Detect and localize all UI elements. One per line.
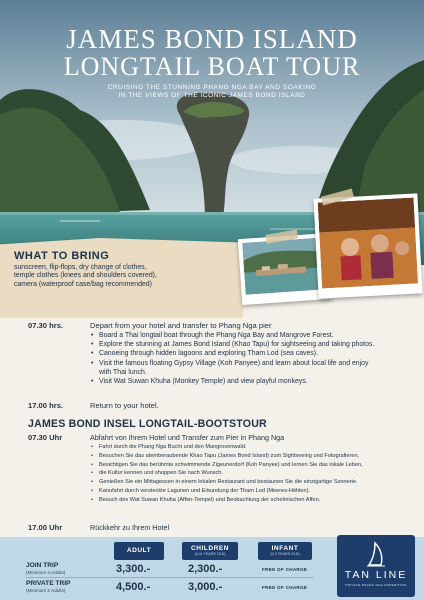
bring-line-2: temple clothes (knees and shoulders covered), (14, 272, 157, 280)
list-item: • Board a Thai longtail boat through the Phang Nga Bay and Mangrove Forest. (90, 331, 410, 340)
list-item: • Besichtigen Sie das berühmte schwimmende Zigeunerdorf (Koh Panyee) und lernen Sie das lokale Leben, (90, 461, 410, 470)
adult-label: ADULT (126, 547, 152, 554)
join-adult-price: 3,300.- (116, 563, 151, 575)
infant-label: INFANT (271, 545, 299, 552)
list-item: • Genießen Sie ein Mittagessen in einem lokalen Restaurant und bestaunen Sie die einzigartige Szenerie. (90, 478, 410, 487)
what-to-bring (14, 250, 254, 289)
price-divider (26, 577, 314, 578)
end-time: 17.00 hrs. (28, 401, 64, 410)
what-to-bring-list (14, 264, 254, 289)
itinerary-list (90, 331, 410, 386)
list-item: • Besuch des Wat Suwan Khuha (Affen-Tempel) und Beobachtung der schelmischen Affen. (90, 496, 410, 505)
german-start-time: 07.30 Uhr (28, 433, 63, 442)
list-item: • Kanufahrt durch versteckte Lagunen und Erkundung der Tham Lod (Meeres-Höhlen). (90, 487, 410, 496)
private-infant-price: FREE OF CHARGE (262, 585, 308, 590)
children-sub: (4-11 YEARS OLD) (194, 552, 226, 556)
start-description: Depart from your hotel and transfer to Phang Nga pier (90, 321, 272, 330)
join-child-price: 2,300.- (188, 563, 223, 575)
list-item: • die Kultur kennen und shoppen Sie nach Wunsch. (90, 469, 410, 478)
list-item: • Visit Wat Suwan Khuha (Monkey Temple) and view playful monkeys. (90, 377, 410, 386)
private-trip-label (26, 580, 70, 593)
join-trip-label (26, 562, 65, 575)
infant-header (258, 542, 312, 560)
longtail-boat-image (318, 198, 418, 289)
floating-village-image (242, 237, 327, 295)
german-end-time: 17.00 Uhr (28, 523, 63, 532)
join-trip-sub: (Minimum 4 Adults) (26, 570, 66, 575)
children-header (182, 542, 238, 560)
german-end-description: Rückkehr zu Ihrem Hotel (90, 523, 170, 532)
german-itinerary-list (90, 443, 410, 505)
tanline-logo (337, 535, 415, 597)
children-label: CHILDREN (190, 545, 230, 552)
subtitle-line-1: CRUISING THE STUNNING PHANG NGA BAY AND SOAKING (107, 84, 317, 91)
private-adult-price: 4,500.- (116, 581, 151, 593)
list-item: • Fahrt durch die Phang Nga Bucht und den Mangrovenwald. (90, 443, 410, 452)
join-infant-price: FREE OF CHARGE (262, 567, 308, 572)
german-title: JAMES BOND INSEL LONGTAIL-BOOTSTOUR (28, 418, 267, 430)
bring-line-1: sunscreen, flip-flops, dry change of clothes, (14, 264, 147, 271)
sail-icon (337, 535, 415, 569)
title-line-1: JAMES BOND ISLAND (66, 24, 358, 54)
title-line-2: LONGTAIL BOAT TOUR (63, 52, 361, 81)
subtitle-line-2: IN THE VIEWS OF THE ICONIC JAMES BOND ISLAND (118, 92, 306, 99)
list-item: with Thai lunch. (99, 368, 147, 376)
list-item: • Canoeing through hidden lagoons and exploring Tham Lod (sea caves). (90, 349, 410, 358)
subtitle (60, 84, 364, 100)
bring-line-3: camera (waterproof case/bag recommended) (14, 280, 152, 288)
join-trip-title: JOIN TRIP (26, 562, 59, 569)
brand-name: TAN LINE (344, 569, 408, 581)
adult-header (114, 542, 164, 560)
list-item: • Explore the stunning at James Bond Island (Khao Tapu) for sightseeing and taking photos. (90, 340, 410, 349)
list-item: • Besuchen Sie das atemberaubende Khao Tapu (James Bond Island) zum Sightseeing und Fotografieren. (90, 452, 410, 461)
what-to-bring-title: WHAT TO BRING (14, 250, 110, 262)
list-item: • Visit the famous floating Gypsy Village (Koh Panyee) and learn about local life and enjoy (90, 359, 410, 368)
end-description: Return to your hotel. (90, 401, 159, 410)
private-trip-title: PRIVATE TRIP (26, 580, 71, 587)
brand-tagline: PRIVATE PHANG NGA EXPEDITION (345, 583, 407, 587)
private-child-price: 3,000.- (188, 581, 223, 593)
german-start-description: Abfahrt von Ihrem Hotel und Transfer zum Pier in Phang Nga (90, 433, 285, 442)
infant-sub: (0-3 YEARS OLD) (270, 552, 300, 556)
private-trip-sub: (Minimum 2 Adults) (26, 588, 66, 593)
longtail-boat-photo (313, 193, 422, 298)
start-time: 07.30 hrs. (28, 321, 64, 330)
